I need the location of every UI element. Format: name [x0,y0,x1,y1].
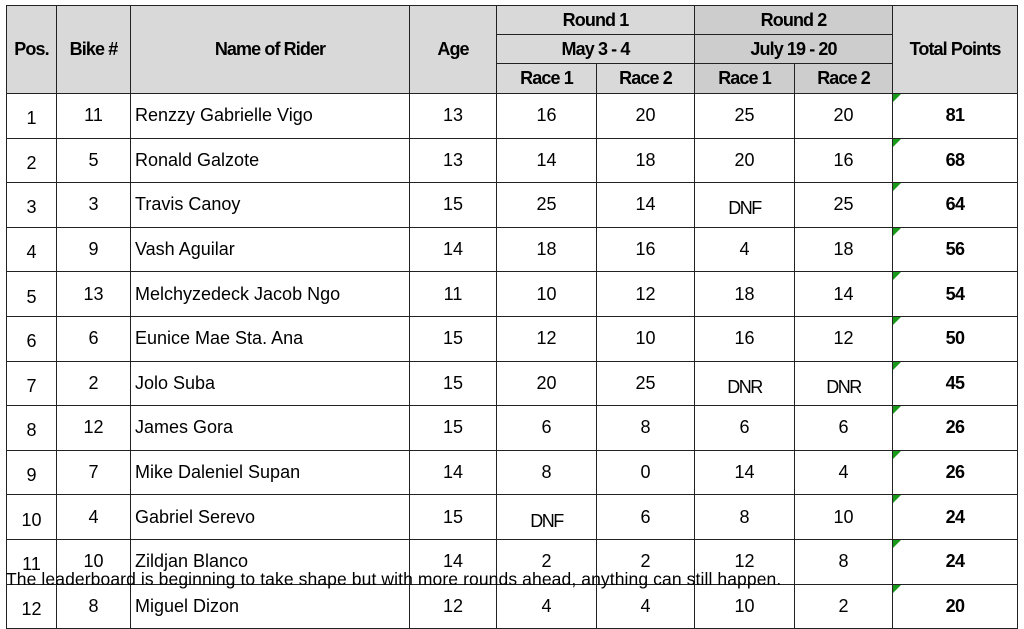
table-row [7,316,1018,361]
round-1-race-1-cell: 2 [497,539,597,584]
round-1-race-1-cell: 20 [497,361,597,406]
round-2-race-2-cell: 20 [795,94,893,139]
bike-number-cell: 3 [57,183,131,228]
rider-name-header: Name of Rider [131,6,410,94]
round-1-race-2-cell: 12 [597,272,695,317]
round-2-race-2-cell: 14 [795,272,893,317]
round-2-race-1-cell: 18 [695,272,795,317]
table-row [7,584,1018,629]
round-2-race-1-cell: 16 [695,316,795,361]
round-1-race-1-cell: 6 [497,406,597,451]
round-1-race-2-cell: 10 [597,316,695,361]
round-2-race-2-cell: 12 [795,316,893,361]
round-1-race-1-cell: 18 [497,227,597,272]
round-1-race-1-cell: 4 [497,584,597,629]
round-2-race-1-cell: 14 [695,450,795,495]
status-value: DNF [530,510,563,531]
bike-number-cell: 5 [57,138,131,183]
position-cell: 4 [7,227,57,272]
bike-number-cell: 6 [57,316,131,361]
position-cell: 7 [7,361,57,406]
round-2-race-2-cell: 4 [795,450,893,495]
round-2-race-2-cell: 8 [795,539,893,584]
rider-name-cell: Miguel Dizon [131,584,410,629]
round-1-race-1-cell: 8 [497,450,597,495]
bike-number-cell: 7 [57,450,131,495]
age-cell: 14 [410,539,497,584]
round-2-race-1-cell: 20 [695,138,795,183]
round-2-race-2-cell: 25 [795,183,893,228]
bike-number-cell: 13 [57,272,131,317]
bike-number-cell: 2 [57,361,131,406]
total-points-cell: 24 [893,539,1018,584]
round-2-race-2-cell: 6 [795,406,893,451]
position-cell: 3 [7,183,57,228]
round-2-race-2-cell: 16 [795,138,893,183]
age-cell: 13 [410,138,497,183]
age-cell: 15 [410,183,497,228]
age-header: Age [410,6,497,94]
round-1-race-2-header: Race 2 [597,64,695,94]
cell-comment-marker [893,183,901,191]
rider-name-cell: Jolo Suba [131,361,410,406]
rider-name-cell: Ronald Galzote [131,138,410,183]
status-value: DNF [728,198,761,219]
cell-comment-marker [893,495,901,503]
round-1-race-2-cell: 25 [597,361,695,406]
cell-comment-marker [893,272,901,280]
caption: The leaderboard is beginning to take shape but with more rounds ahead, anything can still happen. [6,569,782,589]
bike-number-cell: 10 [57,539,131,584]
round-1-header: Round 1 [497,6,695,35]
cell-comment-marker [893,139,901,147]
table-row [7,450,1018,495]
total-points-cell: 20 [893,584,1018,629]
cell-comment-marker [893,540,901,548]
cell-comment-marker [893,451,901,459]
round-2-race-1-cell [695,361,795,406]
age-cell: 15 [410,406,497,451]
table-row [7,138,1018,183]
round-2-race-2-cell [795,361,893,406]
round-1-race-2-cell: 8 [597,406,695,451]
round-2-race-1-header: Race 1 [695,64,795,94]
total-points-cell: 64 [893,183,1018,228]
table-row [7,227,1018,272]
round-1-race-2-cell: 0 [597,450,695,495]
position-cell: 8 [7,406,57,451]
round-1-race-2-cell: 14 [597,183,695,228]
table-row [7,183,1018,228]
table-body [7,94,1018,629]
leaderboard-table [6,5,1018,629]
status-value: DNR [727,376,762,397]
round-1-race-1-cell: 14 [497,138,597,183]
cell-comment-marker [893,317,901,325]
status-value: DNR [826,376,861,397]
position-cell: 9 [7,450,57,495]
round-1-dates: May 3 - 4 [497,35,695,64]
age-cell: 15 [410,361,497,406]
total-points-cell: 26 [893,406,1018,451]
table-row [7,361,1018,406]
table-row [7,495,1018,540]
total-points-cell: 81 [893,94,1018,139]
round-2-race-2-cell: 2 [795,584,893,629]
rider-name-cell: Gabriel Serevo [131,495,410,540]
position-cell: 1 [7,94,57,139]
round-1-race-1-cell: 25 [497,183,597,228]
age-cell: 15 [410,316,497,361]
rider-name-cell: Renzzy Gabrielle Vigo [131,94,410,139]
position-cell: 5 [7,272,57,317]
table-row [7,406,1018,451]
position-cell: 12 [7,584,57,629]
age-cell: 14 [410,450,497,495]
round-2-race-1-cell: 25 [695,94,795,139]
table-row [7,272,1018,317]
round-2-dates: July 19 - 20 [695,35,893,64]
round-1-race-2-cell: 18 [597,138,695,183]
cell-comment-marker [893,228,901,236]
round-1-race-2-cell: 6 [597,495,695,540]
round-1-race-1-cell: 10 [497,272,597,317]
position-cell: 2 [7,138,57,183]
round-2-header: Round 2 [695,6,893,35]
bike-header: Bike # [57,6,131,94]
bike-number-cell: 9 [57,227,131,272]
age-cell: 14 [410,227,497,272]
total-points-cell: 54 [893,272,1018,317]
bike-number-cell: 11 [57,94,131,139]
table-row [7,94,1018,139]
position-cell: 6 [7,316,57,361]
round-1-race-1-cell: 12 [497,316,597,361]
rider-name-cell: Vash Aguilar [131,227,410,272]
position-cell: 10 [7,495,57,540]
pos-header: Pos. [7,6,57,94]
round-1-race-2-cell: 2 [597,539,695,584]
age-cell: 13 [410,94,497,139]
cell-comment-marker [893,585,901,593]
round-1-race-2-cell: 16 [597,227,695,272]
total-points-cell: 50 [893,316,1018,361]
table-header [7,6,1018,94]
round-1-race-1-cell: 16 [497,94,597,139]
total-points-cell: 68 [893,138,1018,183]
position-cell: 11 [7,539,57,584]
rider-name-cell: Travis Canoy [131,183,410,228]
total-points-cell: 24 [893,495,1018,540]
rider-name-cell: James Gora [131,406,410,451]
rider-name-cell: Mike Daleniel Supan [131,450,410,495]
cell-comment-marker [893,406,901,414]
round-2-race-1-cell [695,183,795,228]
total-points-cell: 45 [893,361,1018,406]
total-points-cell: 26 [893,450,1018,495]
round-2-race-1-cell: 6 [695,406,795,451]
round-2-race-2-header: Race 2 [795,64,893,94]
age-cell: 12 [410,584,497,629]
round-2-race-2-cell: 10 [795,495,893,540]
rider-name-cell: Eunice Mae Sta. Ana [131,316,410,361]
age-cell: 15 [410,495,497,540]
bike-number-cell: 4 [57,495,131,540]
cell-comment-marker [893,362,901,370]
round-1-race-1-header: Race 1 [497,64,597,94]
round-2-race-1-cell: 8 [695,495,795,540]
total-points-cell: 56 [893,227,1018,272]
round-2-race-1-cell: 4 [695,227,795,272]
round-1-race-2-cell: 20 [597,94,695,139]
round-1-race-2-cell: 4 [597,584,695,629]
bike-number-cell: 8 [57,584,131,629]
rider-name-cell: Melchyzedeck Jacob Ngo [131,272,410,317]
age-cell: 11 [410,272,497,317]
cell-comment-marker [893,94,901,102]
rider-name-cell: Zildjan Blanco [131,539,410,584]
round-2-race-2-cell: 18 [795,227,893,272]
bike-number-cell: 12 [57,406,131,451]
round-1-race-1-cell [497,495,597,540]
round-2-race-1-cell: 10 [695,584,795,629]
total-points-header: Total Points [893,6,1018,94]
round-2-race-1-cell: 12 [695,539,795,584]
